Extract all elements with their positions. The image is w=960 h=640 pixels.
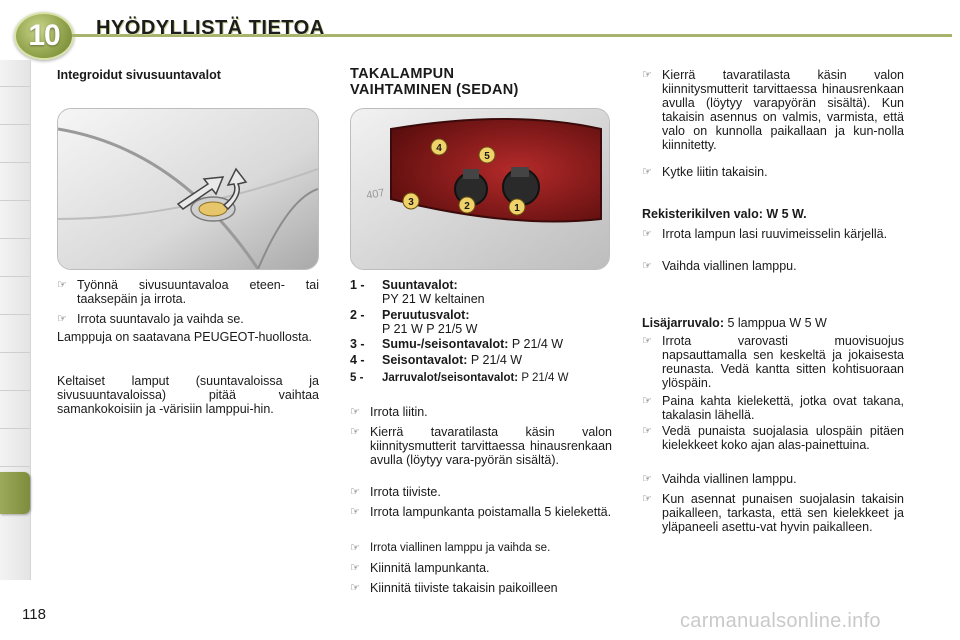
page-title: HYÖDYLLISTÄ TIETOA — [96, 17, 325, 39]
instruction-bullet: ☞ Vaihda viallinen lamppu. — [642, 472, 797, 486]
pointing-hand-icon: ☞ — [642, 335, 652, 347]
tab-divider — [0, 314, 30, 315]
pointing-hand-icon: ☞ — [642, 473, 652, 485]
pointing-hand-icon: ☞ — [57, 279, 67, 291]
instruction-bullet: ☞ Irrota tiiviste. — [350, 485, 441, 499]
section-heading-plate-light: Rekisterikilven valo: W 5 W. — [642, 207, 807, 221]
paragraph-yellow-bulbs: Keltaiset lamput (suuntavaloissa ja sivusuuntavaloissa) pitää vaihtaa samankokoisiin ja -värisiin lamppui-hin. — [57, 374, 319, 416]
instruction-bullet: ☞ Irrota viallinen lamppu ja vaihda se. — [350, 542, 551, 554]
section-heading-side-indicators: Integroidut sivusuuntavalot — [57, 68, 221, 82]
model-badge: 407 — [365, 186, 386, 202]
pointing-hand-icon: ☞ — [642, 395, 652, 407]
tab-divider — [0, 428, 30, 429]
pointing-hand-icon: ☞ — [642, 425, 652, 437]
tab-divider — [0, 86, 30, 87]
tab-divider — [0, 162, 30, 163]
pointing-hand-icon: ☞ — [642, 493, 652, 505]
instruction-bullet: ☞ Kun asennat punaisen suojalasin takaisin paikalleen, tarkasta, että sen kielekkeet ja yläpaneeli asettu-vat hyvin paikalleen. — [642, 492, 904, 534]
callout-label-3: 3 — [408, 197, 414, 208]
pointing-hand-icon: ☞ — [350, 426, 360, 438]
watermark: carmanualsonline.info — [680, 610, 881, 632]
side-indicator-photo — [57, 108, 319, 270]
pointing-hand-icon: ☞ — [642, 260, 652, 272]
tab-divider — [0, 352, 30, 353]
tab-divider — [0, 124, 30, 125]
pointing-hand-icon: ☞ — [642, 166, 652, 178]
instruction-bullet: ☞ Irrota lampun lasi ruuvimeisselin kärjellä. — [642, 227, 888, 241]
instruction-bullet: ☞ Paina kahta kielekettä, jotka ovat takana, takalasin lähellä. — [642, 394, 904, 422]
paragraph-availability: Lamppuja on saatavana PEUGEOT-huollosta. — [57, 330, 313, 344]
pointing-hand-icon: ☞ — [57, 313, 67, 325]
pointing-hand-icon: ☞ — [642, 69, 652, 81]
pointing-hand-icon: ☞ — [350, 506, 360, 518]
tab-divider — [0, 466, 30, 467]
instruction-bullet: ☞ Kierrä tavaratilasta käsin valon kiinnitysmutterit tarvittaessa hinausrenkaan avulla (löytyy varapyörän sisältä). Kun takaisin asennus on valmis, varmista, että valo on kunnolla paikallaan ja kun-nolla kiinnitetty. — [642, 68, 904, 152]
instruction-bullet: ☞ Kierrä tavaratilasta käsin valon kiinnitysmutterit tarvittaessa hinausrenkaan avulla (löytyy vara-pyörän sisältä). — [350, 425, 612, 467]
instruction-bullet: ☞ Työnnä sivusuuntavaloa eteen- tai taaksepäin ja irrota. — [57, 278, 319, 306]
pointing-hand-icon: ☞ — [350, 542, 360, 554]
callout-label-5: 5 — [484, 151, 490, 162]
rear-lamp-illustration — [351, 109, 609, 269]
chapter-tab-active[interactable] — [0, 472, 30, 514]
pointing-hand-icon: ☞ — [350, 406, 360, 418]
instruction-bullet: ☞ Irrota varovasti muovisuojus napsauttamalla sen keskeltä ja jokaisesta reunasta. Vedä kantta sitten kohtisuoraan ylöspäin. — [642, 334, 904, 390]
instruction-bullet: ☞ Kytke liitin takaisin. — [642, 165, 768, 179]
tab-divider — [0, 276, 30, 277]
instruction-bullet: ☞ Irrota suuntavalo ja vaihda se. — [57, 312, 244, 326]
pointing-hand-icon: ☞ — [350, 486, 360, 498]
tab-divider — [0, 200, 30, 201]
instruction-bullet: ☞ Irrota liitin. — [350, 405, 428, 419]
rear-lamp-photo — [350, 108, 610, 270]
side-indicator-illustration — [58, 109, 318, 269]
callout-label-2: 2 — [464, 201, 470, 212]
callout-label-1: 1 — [514, 203, 520, 214]
instruction-bullet: ☞ Vedä punaista suojalasia ulospäin pitäen kielekkeet koko ajan alas-painettuina. — [642, 424, 904, 452]
pointing-hand-icon: ☞ — [350, 562, 360, 574]
chapter-number: 10 — [28, 19, 60, 52]
section-heading-rear-lamp: TAKALAMPUN VAIHTAMINEN (SEDAN) — [350, 66, 519, 98]
pointing-hand-icon: ☞ — [350, 582, 360, 594]
section-heading-brake-light: Lisäjarruvalo: 5 lamppua W 5 W — [642, 316, 827, 330]
tab-divider — [0, 238, 30, 239]
tab-divider — [0, 390, 30, 391]
pointing-hand-icon: ☞ — [642, 228, 652, 240]
callout-label-4: 4 — [436, 143, 442, 154]
instruction-bullet: ☞ Kiinnitä tiiviste takaisin paikoilleen — [350, 581, 558, 595]
instruction-bullet: ☞ Irrota lampunkanta poistamalla 5 kielekettä. — [350, 505, 612, 519]
instruction-bullet: ☞ Kiinnitä lampunkanta. — [350, 561, 490, 575]
chapter-badge — [14, 12, 74, 60]
instruction-bullet: ☞ Vaihda viallinen lamppu. — [642, 259, 797, 273]
page-number: 118 — [22, 606, 46, 623]
